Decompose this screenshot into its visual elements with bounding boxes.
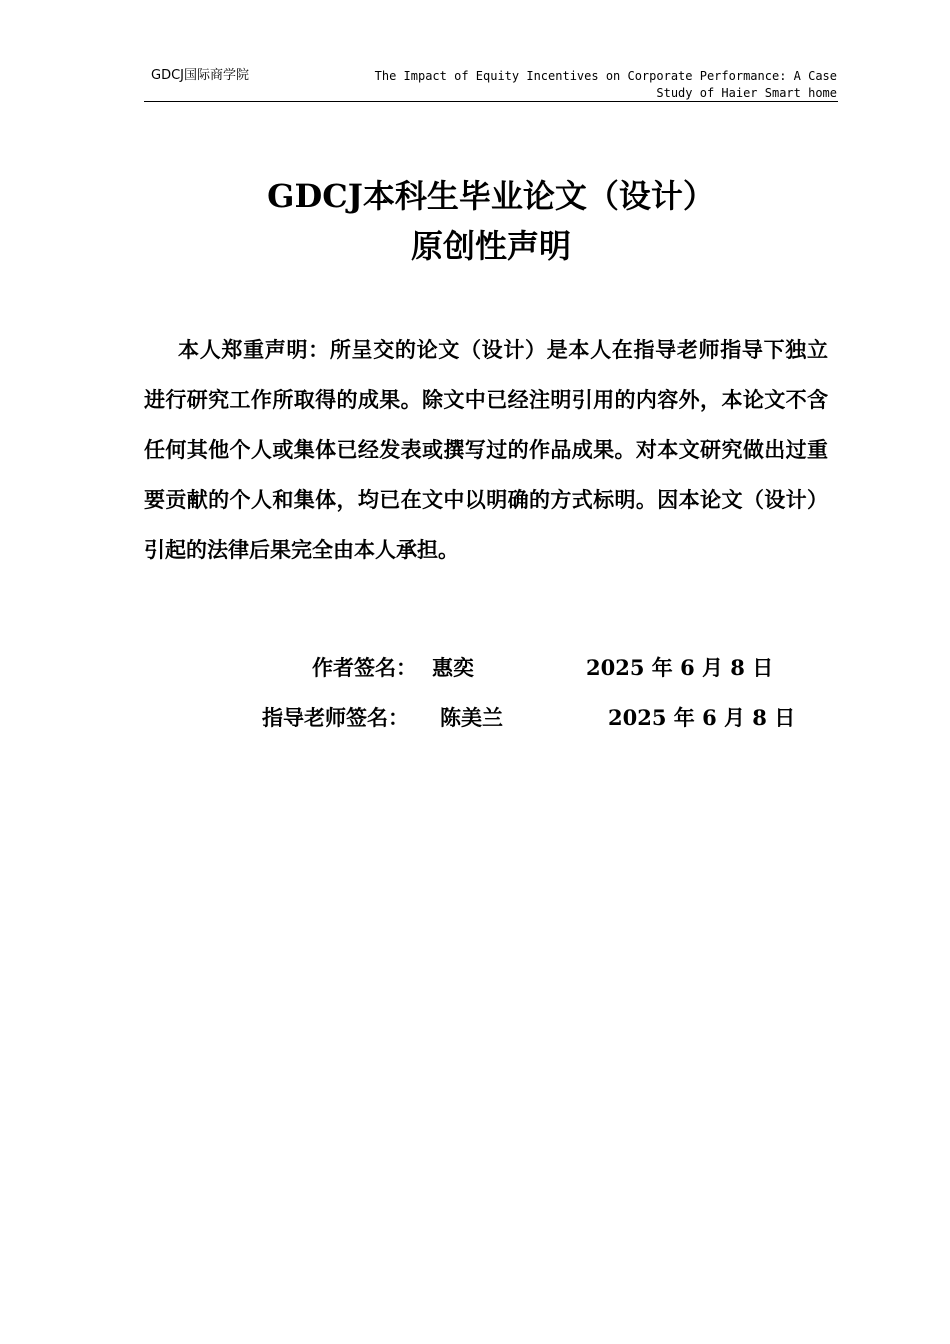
advisor-signature-label: 指导老师签名： — [262, 705, 409, 730]
declaration-paragraph: 本人郑重声明：所呈交的论文（设计）是本人在指导老师指导下独立进行研究工作所取得的成果。除文中已经注明引用的内容外，本论文不含任何其他个人或集体已经发表或撰写过的作品成果。对本文研究做出过重要贡献的个人和集体，均已在文中以明确的方式标明。因本论文（设计）引起的法律后果完全由本人承担。 — [144, 337, 828, 562]
author-signature-name: 惠奕 — [432, 655, 474, 680]
advisor-signature-name: 陈美兰 — [440, 705, 503, 730]
author-signature-date: 2025 年 6 月 8 日 — [586, 655, 774, 680]
header-thesis-title-line2: Study of Haier Smart home — [656, 86, 837, 100]
page-title: GDCJ本科生毕业论文（设计） — [267, 177, 715, 215]
header-thesis-title-line1: The Impact of Equity Incentives on Corporate Performance: A Case — [374, 69, 837, 83]
author-signature-line — [0, 654, 950, 682]
page-subtitle: 原创性声明 — [410, 227, 571, 265]
advisor-signature-date: 2025 年 6 月 8 日 — [608, 705, 796, 730]
header-thesis-title — [357, 68, 837, 102]
header-divider — [144, 101, 838, 102]
advisor-signature-line — [0, 704, 950, 732]
header-institution: GDCJ国际商学院 — [151, 68, 249, 83]
author-signature-label: 作者签名： — [312, 655, 417, 680]
